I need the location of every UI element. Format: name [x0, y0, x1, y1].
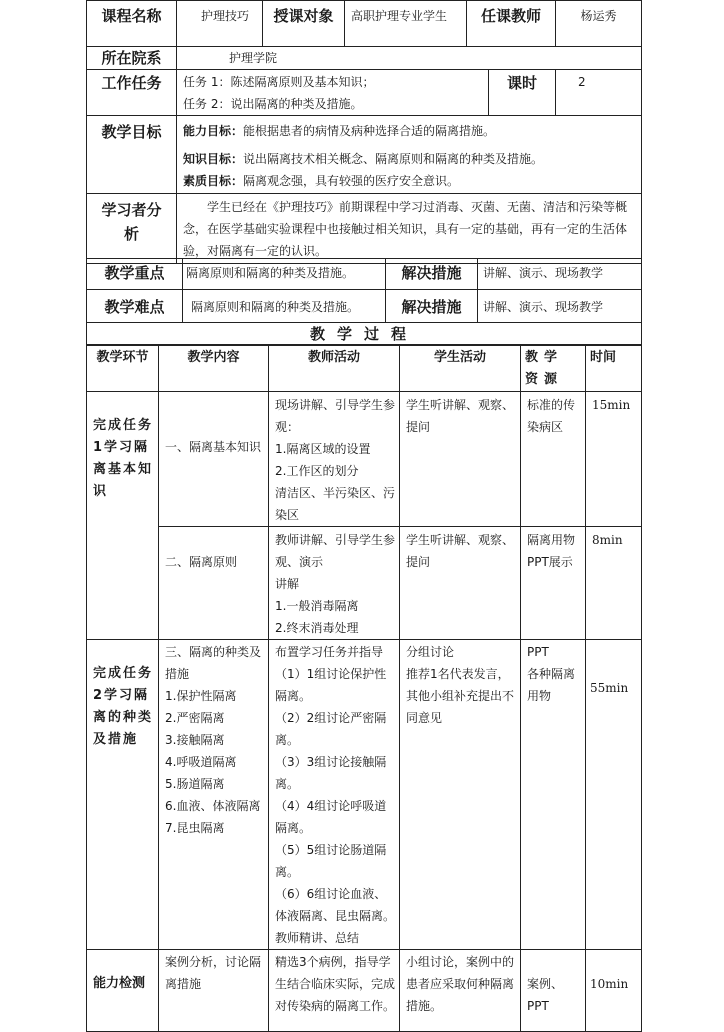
content-item: 二、隔离原则: [165, 555, 238, 569]
difficulty-label: 教学难点: [87, 290, 183, 323]
content-row-3: [159, 640, 269, 950]
stage-ability-check: 能力检测: [87, 950, 159, 1032]
course-value: 护理技巧: [177, 1, 263, 47]
content-item: 三、隔离的种类及措施: [165, 645, 262, 681]
learner-text: 学生已经在《护理技巧》前期课程中学习过消毒、灭菌、无菌、清洁和污染等概念，在医学基础实验课程中也接触过相关知识，具有一定的基础，再有一定的生活体验，对隔离有一定的认识。: [177, 194, 642, 264]
difficulty-measure-label: 解决措施: [386, 290, 478, 323]
content-item: 1.保护性隔离: [165, 689, 237, 703]
header-resource: 教学资源: [521, 345, 586, 392]
student-item: 推荐1名代表发言，其他小组补充提出不同意见: [406, 667, 515, 725]
student-item: 分组讨论: [406, 645, 455, 659]
resource-item: 隔离用物: [527, 533, 576, 547]
teacher-item: 教师精讲、总结: [275, 931, 360, 945]
teacher-item: 布置学习任务并指导: [275, 645, 384, 659]
student-row-1: 学生听讲解、观察、提问: [400, 392, 521, 527]
teacher-item: 现场讲解、引导学生参观：: [275, 398, 396, 434]
content-row-2: [159, 527, 269, 640]
teacher-item: （4）4组讨论呼吸道隔离。: [275, 799, 387, 835]
task-lines: [177, 70, 489, 116]
teacher-value: 杨运秀: [556, 1, 642, 47]
task-line-2: 任务 2：说出隔离的种类及措施。: [183, 97, 363, 111]
info-table: [86, 0, 642, 264]
quality-text: 隔离观念强，具有较强的医疗安全意识。: [243, 174, 460, 188]
college-value: 护理学院: [177, 47, 642, 70]
student-row-2: 学生听讲解、观察、提问: [400, 527, 521, 640]
time-row-1: 15min: [586, 392, 642, 527]
content-item: 6.血液、体液隔离: [165, 799, 261, 813]
resource-row-4: 案例、PPT: [521, 950, 586, 1032]
content-item: 7.昆虫隔离: [165, 821, 225, 835]
learner-label: 学习者分析: [87, 194, 177, 264]
resource-row-1: 标准的传染病区: [521, 392, 586, 527]
teacher-item: 2.工作区的划分: [275, 464, 359, 478]
goals-content: [177, 116, 642, 194]
teacher-item: 2.终末消毒处理: [275, 621, 359, 635]
goals-label: 教学目标: [87, 116, 177, 194]
content-item: 一、隔离基本知识: [165, 440, 262, 454]
content-item: 4.呼吸道隔离: [165, 755, 237, 769]
content-item: 3.接触隔离: [165, 733, 225, 747]
teacher-item: （6）6组讨论血液、体液隔离、昆虫隔离。: [275, 887, 396, 923]
difficulty-value: 隔离原则和隔离的种类及措施。: [183, 290, 386, 323]
teacher-row-2: [269, 527, 400, 640]
resource-item: 各种隔离用物: [527, 667, 576, 703]
knowledge-label: 知识目标：: [183, 152, 244, 166]
content-item: 2.严密隔离: [165, 711, 225, 725]
content-item: 5.肠道隔离: [165, 777, 225, 791]
student-row-3: [400, 640, 521, 950]
teacher-item: 清洁区、半污染区、污染区: [275, 486, 396, 522]
course-label: 课程名称: [87, 1, 177, 47]
resource-row-3: [521, 640, 586, 950]
key-points-label: 教学重点: [87, 259, 183, 290]
header-time: 时间: [586, 345, 642, 392]
time-row-2: 8min: [586, 527, 642, 640]
key-measure-label: 解决措施: [386, 259, 478, 290]
ability-text: 能根据患者的病情及病种选择合适的隔离措施。: [243, 124, 496, 138]
process-title: 教学过程: [87, 323, 642, 346]
teacher-item: （5）5组讨论肠道隔离。: [275, 843, 387, 879]
teacher-row-4: 精选3个病例，指导学生结合临床实际，完成对传染病的隔离工作。: [269, 950, 400, 1032]
audience-value: 高职护理专业学生: [345, 1, 467, 47]
teacher-row-3: [269, 640, 400, 950]
key-measure-value: 讲解、演示、现场教学: [478, 259, 642, 290]
college-label: 所在院系: [87, 47, 177, 70]
teacher-item: 教师讲解、引导学生参观、演示: [275, 533, 396, 569]
content-row-1: [159, 392, 269, 527]
teacher-item: （1）1组讨论保护性隔离。: [275, 667, 387, 703]
stage-task-1: 完成任务1学习隔离基本知识: [87, 392, 159, 640]
header-teacher: 教师活动: [269, 345, 400, 392]
teacher-item: 1.一般消毒隔离: [275, 599, 359, 613]
header-stage: 教学环节: [87, 345, 159, 392]
teacher-label: 任课教师: [467, 1, 556, 47]
time-row-4: 10min: [586, 950, 642, 1032]
student-row-4: 小组讨论，案例中的患者应采取何种隔离措施。: [400, 950, 521, 1032]
hours-label: 课时: [489, 70, 556, 116]
task-line-1: 任务 1：陈述隔离原则及基本知识；: [183, 75, 375, 89]
teacher-item: （2）2组讨论严密隔离。: [275, 711, 387, 747]
stage-task-2: 完成任务2学习隔离的种类及措施: [87, 640, 159, 950]
teacher-item: （3）3组讨论接触隔离。: [275, 755, 387, 791]
teacher-item: 1.隔离区域的设置: [275, 442, 371, 456]
focus-table: [86, 258, 642, 346]
quality-label: 素质目标：: [183, 174, 244, 188]
resource-item: PPT展示: [527, 555, 573, 569]
teacher-row-1: [269, 392, 400, 527]
teacher-item: 讲解: [275, 577, 300, 591]
difficulty-measure-value: 讲解、演示、现场教学: [478, 290, 642, 323]
hours-value: 2: [556, 70, 642, 116]
resource-row-2: [521, 527, 586, 640]
resource-item: PPT: [527, 645, 549, 659]
process-table: [86, 344, 642, 1032]
audience-label: 授课对象: [263, 1, 345, 47]
header-student: 学生活动: [400, 345, 521, 392]
time-row-3: 55min: [586, 640, 642, 950]
key-points-value: 隔离原则和隔离的种类及措施。: [183, 259, 386, 290]
ability-label: 能力目标：: [183, 124, 244, 138]
header-content: 教学内容: [159, 345, 269, 392]
task-label: 工作任务: [87, 70, 177, 116]
content-row-4: 案例分析，讨论隔离措施: [159, 950, 269, 1032]
knowledge-text: 说出隔离技术相关概念、隔离原则和隔离的种类及措施。: [243, 152, 544, 166]
